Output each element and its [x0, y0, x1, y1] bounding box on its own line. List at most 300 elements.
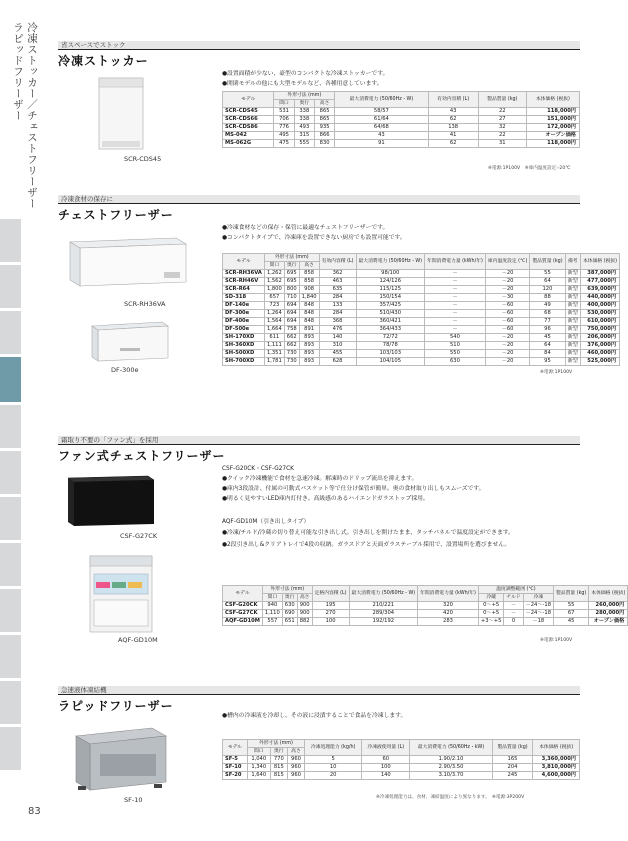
- model-cell: SF-5: [223, 756, 248, 764]
- col-capacity: 定格内容積 (L): [312, 586, 349, 602]
- stocker-bullet: ●開閉モデルの他にも大型モデルなど、各種用意しています。: [222, 81, 383, 87]
- price-cell: 151,000円: [526, 116, 579, 124]
- fan-freezer-image-2: [86, 552, 158, 634]
- table-cell: 1,264: [264, 310, 284, 318]
- table-row: [223, 342, 620, 350]
- model-cell: SCR-CDS86: [223, 124, 274, 132]
- table-cell: 630: [282, 602, 297, 610]
- col-depth: 奥行: [294, 100, 314, 108]
- table-cell: －20: [485, 270, 529, 278]
- model-cell: CSF-G20CK: [223, 602, 263, 610]
- model-cell: SCR-R64: [223, 286, 265, 294]
- chest-image-caption-1: SCR-RH36VA: [124, 300, 166, 308]
- price-cell: 400,000円: [580, 302, 619, 310]
- table-cell: 1,562: [264, 278, 284, 286]
- table-cell: 41: [428, 132, 478, 140]
- table-cell: 284: [319, 294, 356, 302]
- price-cell: 3,810,000円: [533, 764, 580, 772]
- col-width: 間口: [262, 594, 282, 602]
- table-cell: 657: [264, 294, 284, 302]
- table-cell: 935: [314, 124, 334, 132]
- table-cell: 64: [530, 278, 565, 286]
- table-row: [223, 326, 620, 334]
- table-cell: 204: [492, 764, 533, 772]
- table-cell: 84: [530, 350, 565, 358]
- section-title: ラピッドフリーザー: [58, 699, 174, 714]
- table-cell: 5: [305, 756, 362, 764]
- table-row: [223, 124, 580, 132]
- table-cell: －30: [485, 294, 529, 302]
- table-cell: －: [425, 302, 486, 310]
- table-cell: 420: [418, 610, 479, 618]
- model-cell: SCR-RH46V: [223, 278, 265, 286]
- table-cell: 362: [319, 270, 356, 278]
- table-cell: 1,640: [247, 772, 270, 780]
- section-rule: [58, 49, 580, 50]
- table-cell: 730: [284, 358, 299, 366]
- model-cell: SH-360XD: [223, 342, 265, 350]
- table-cell: 865: [314, 108, 334, 116]
- side-title-line-2: ラピッドフリーザー: [12, 22, 24, 121]
- table-cell: 357/425: [356, 302, 425, 310]
- section-chest-header: [58, 195, 580, 223]
- table-cell: －20: [485, 278, 529, 286]
- chest-freezer-image-1: [66, 232, 190, 290]
- chest-spec-table: [222, 253, 620, 366]
- model-cell: MS-042: [223, 132, 274, 140]
- table-cell: 611: [264, 334, 284, 342]
- price-cell: 477,000円: [580, 278, 619, 286]
- table-cell: 695: [284, 278, 299, 286]
- col-price: 本体価格 (税抜): [580, 254, 619, 270]
- table-cell: －20: [485, 286, 529, 294]
- table-cell: 690: [282, 610, 297, 618]
- table-cell: 338: [294, 116, 314, 124]
- table-cell: 新型: [565, 342, 580, 350]
- col-dims: 外形寸法 (mm): [264, 254, 319, 262]
- page-number: 83: [28, 806, 41, 817]
- index-tab: [0, 727, 21, 770]
- table-cell: 315: [294, 132, 314, 140]
- table-cell: 62: [428, 116, 478, 124]
- table-cell: 475: [274, 140, 294, 148]
- fan-group2-title: AQF-GD10M（引き出しタイプ）: [222, 519, 310, 525]
- table-cell: 662: [284, 342, 299, 350]
- table-cell: 58/57: [335, 108, 428, 116]
- table-cell: 124/126: [356, 278, 425, 286]
- table-cell: 95: [530, 358, 565, 366]
- table-cell: 848: [299, 310, 319, 318]
- table-cell: 22: [478, 132, 526, 140]
- fan-group1-bullet: ●明るく見やすいLED庫内灯付き。高級感のあるハイエンドガラストップ採用。: [222, 496, 429, 502]
- table-cell: 555: [294, 140, 314, 148]
- table-cell: 55: [554, 602, 589, 610]
- table-cell: －20: [485, 342, 529, 350]
- table-cell: 635: [319, 286, 356, 294]
- table-cell: 98/100: [356, 270, 425, 278]
- chest-bullet: ●コンパクトタイプで、冷凍庫を設置できない厨房でも設置可能です。: [222, 235, 406, 241]
- fan-group1-bullet: ●庫内3段設計、付属の可動式バスケット等で仕分け保管が簡単。奥の食材取り出しもスムーズです。: [222, 486, 485, 492]
- col-capacity: 有効内容積 (L): [428, 92, 478, 108]
- col-width: 間口: [274, 100, 294, 108]
- col-energy: 年間消費電力量 (kWh/年): [418, 586, 479, 602]
- index-tab: [0, 451, 21, 494]
- table-cell: 848: [299, 302, 319, 310]
- model-cell: SF-10: [223, 764, 248, 772]
- col-depth: 奥行: [282, 594, 297, 602]
- table-cell: 43: [335, 132, 428, 140]
- stocker-rows: [223, 108, 580, 148]
- table-cell: 557: [262, 618, 282, 626]
- table-cell: 695: [284, 270, 299, 278]
- model-cell: AQF-GD10M: [223, 618, 263, 626]
- table-cell: 103/103: [356, 350, 425, 358]
- index-tab: [0, 589, 21, 632]
- table-cell: 88: [530, 294, 565, 302]
- table-cell: 891: [299, 326, 319, 334]
- table-cell: 43: [428, 108, 478, 116]
- section-band: 霜取り不要の「ファン式」を採用: [58, 436, 580, 444]
- table-cell: 78/78: [356, 342, 425, 350]
- table-cell: 96: [530, 326, 565, 334]
- col-price: 本体価格 (税抜): [589, 586, 628, 602]
- table-cell: 138: [428, 124, 478, 132]
- model-cell: CSF-G27CK: [223, 610, 263, 618]
- section-band: 急速液体凍結機: [58, 686, 580, 694]
- table-cell: 31: [478, 140, 526, 148]
- col-temp-freeze: 冷凍: [523, 594, 553, 602]
- table-cell: 100: [312, 618, 349, 626]
- table-row: [223, 132, 580, 140]
- col-liquid: 冷凍液使用量 (L): [362, 740, 410, 756]
- stocker-spec-table: [222, 91, 580, 148]
- table-cell: －24～-18: [523, 610, 553, 618]
- price-cell: 610,000円: [580, 318, 619, 326]
- table-row: [223, 756, 580, 764]
- table-cell: 120: [530, 286, 565, 294]
- index-tab: [0, 681, 21, 724]
- fan-image-caption-2: AQF-GD10M: [118, 636, 158, 644]
- table-cell: －: [504, 602, 523, 610]
- col-dims: 外形寸法 (mm): [247, 740, 304, 748]
- side-title: [10, 22, 38, 209]
- table-cell: 0: [504, 618, 523, 626]
- col-height: 高さ: [299, 262, 319, 270]
- table-cell: 1,564: [264, 318, 284, 326]
- col-weight: 製品質量 (kg): [530, 254, 565, 270]
- table-cell: 1,040: [247, 756, 270, 764]
- price-cell: 376,000円: [580, 342, 619, 350]
- table-cell: 0～+5: [478, 602, 503, 610]
- table-cell: －: [425, 270, 486, 278]
- table-cell: 758: [284, 326, 299, 334]
- fan-group1-title: CSF-G20CK・CSF-G27CK: [222, 466, 294, 472]
- table-cell: 1,111: [264, 342, 284, 350]
- price-cell: 387,000円: [580, 270, 619, 278]
- table-cell: －20: [485, 350, 529, 358]
- col-price: 本体価格 (税抜): [533, 740, 580, 756]
- table-cell: 10: [305, 764, 362, 772]
- table-cell: 150/154: [356, 294, 425, 302]
- table-cell: 858: [299, 278, 319, 286]
- table-cell: 730: [284, 350, 299, 358]
- index-tab: [0, 219, 21, 262]
- table-cell: －: [425, 294, 486, 302]
- table-cell: 694: [284, 302, 299, 310]
- table-cell: 320: [418, 602, 479, 610]
- rapid-spec-table: [222, 739, 580, 780]
- model-cell: DF-300e: [223, 310, 265, 318]
- table-cell: 45: [554, 618, 589, 626]
- chest-rows: [223, 270, 620, 366]
- table-cell: 20: [305, 772, 362, 780]
- index-tab: [0, 311, 21, 354]
- table-cell: 900: [297, 602, 312, 610]
- model-cell: DF-400e: [223, 318, 265, 326]
- table-cell: 192/192: [349, 618, 418, 626]
- table-cell: 165: [492, 756, 533, 764]
- table-row: [223, 294, 620, 302]
- table-cell: －: [425, 326, 486, 334]
- table-cell: 770: [270, 756, 287, 764]
- table-cell: 493: [294, 124, 314, 132]
- model-cell: SCR-CDS66: [223, 116, 274, 124]
- col-height: 高さ: [297, 594, 312, 602]
- fan-group1-bullet: ●クイック冷凍機能で食材を急速冷凍。解凍時のドリップ流出を抑えます。: [222, 476, 418, 482]
- col-height: 高さ: [287, 748, 304, 756]
- table-cell: 新型: [565, 318, 580, 326]
- table-cell: 455: [319, 350, 356, 358]
- table-row: [223, 140, 580, 148]
- stocker-image-caption: SCR-CDS45: [124, 155, 162, 163]
- model-cell: SH-170XD: [223, 334, 265, 342]
- price-cell: オープン価格: [526, 132, 579, 140]
- col-weight: 製品質量 (kg): [554, 586, 589, 602]
- price-cell: 440,000円: [580, 294, 619, 302]
- table-cell: 210/221: [349, 602, 418, 610]
- table-cell: 800: [284, 286, 299, 294]
- table-row: [223, 310, 620, 318]
- table-cell: 510: [425, 342, 486, 350]
- table-cell: －60: [485, 326, 529, 334]
- model-cell: SCR-CDS45: [223, 108, 274, 116]
- model-cell: SD-318: [223, 294, 265, 302]
- table-cell: －24～-18: [523, 602, 553, 610]
- table-cell: 338: [294, 108, 314, 116]
- table-row: [223, 350, 620, 358]
- table-row: [223, 286, 620, 294]
- table-cell: 115/125: [356, 286, 425, 294]
- table-cell: 706: [274, 116, 294, 124]
- col-temp-chilled: チルド: [504, 594, 523, 602]
- table-cell: 61/64: [335, 116, 428, 124]
- table-row: [223, 610, 628, 618]
- table-cell: 新型: [565, 270, 580, 278]
- col-model: モデル: [223, 92, 274, 108]
- table-cell: 32: [478, 124, 526, 132]
- col-weight: 製品質量 (kg): [492, 740, 533, 756]
- table-row: [223, 270, 620, 278]
- table-cell: －: [504, 610, 523, 618]
- section-fan-header: [58, 436, 580, 464]
- table-cell: 1,262: [264, 270, 284, 278]
- table-cell: 289/304: [349, 610, 418, 618]
- fan-group2-bullet: ●冷凍/チルド/冷蔵の切り替え可能な引き出し式。引き出しを開けたまま、タッチパネルで温度設定ができます。: [222, 530, 514, 536]
- table-cell: 630: [425, 358, 486, 366]
- col-height: 高さ: [314, 100, 334, 108]
- table-cell: 55: [530, 270, 565, 278]
- table-cell: 2.90/3.50: [410, 764, 492, 772]
- table-cell: 1,664: [264, 326, 284, 334]
- col-depth: 奥行: [284, 262, 299, 270]
- table-cell: －20: [485, 334, 529, 342]
- index-tab-active: [0, 357, 21, 402]
- table-cell: 27: [478, 116, 526, 124]
- table-cell: 72/72: [356, 334, 425, 342]
- table-cell: －60: [485, 310, 529, 318]
- col-power: 最大消費電力 (50/60Hz・W): [356, 254, 425, 270]
- table-row: [223, 108, 580, 116]
- side-index-tabs: [0, 219, 21, 773]
- fan-image-caption-1: CSF-G27CK: [120, 532, 158, 540]
- price-cell: 639,000円: [580, 286, 619, 294]
- index-tab: [0, 635, 21, 678]
- table-cell: －60: [485, 302, 529, 310]
- table-cell: 960: [287, 756, 304, 764]
- col-energy: 年間消費電力量 (kWh/年): [425, 254, 486, 270]
- table-cell: 893: [299, 334, 319, 342]
- rapid-freezer-image: [70, 720, 170, 792]
- col-width: 間口: [264, 262, 284, 270]
- table-cell: 360/421: [356, 318, 425, 326]
- col-power: 最大消費電力 (50/60Hz・W): [335, 92, 428, 108]
- table-cell: 893: [299, 342, 319, 350]
- table-cell: 新型: [565, 286, 580, 294]
- section-rule: [58, 694, 580, 695]
- table-cell: 270: [312, 610, 349, 618]
- table-cell: 新型: [565, 334, 580, 342]
- col-power: 最大消費電力 (50/60Hz・kW): [410, 740, 492, 756]
- col-width: 間口: [247, 748, 270, 756]
- model-cell: SF-20: [223, 772, 248, 780]
- col-temp: 庫内温度設定 (℃): [485, 254, 529, 270]
- table-cell: 900: [297, 610, 312, 618]
- table-cell: 882: [297, 618, 312, 626]
- table-cell: 3.10/3.70: [410, 772, 492, 780]
- section-band: 省スペースでストック: [58, 41, 580, 49]
- table-cell: 368: [319, 318, 356, 326]
- model-cell: MS-062G: [223, 140, 274, 148]
- chest-image-caption-2: DF-300e: [111, 366, 139, 374]
- table-cell: 104/105: [356, 358, 425, 366]
- table-cell: 60: [362, 756, 410, 764]
- table-cell: 960: [287, 772, 304, 780]
- table-cell: －60: [485, 318, 529, 326]
- fan-rows: [223, 602, 628, 626]
- table-cell: 140: [362, 772, 410, 780]
- table-cell: －20: [485, 358, 529, 366]
- index-tab: [0, 497, 21, 540]
- table-cell: 新型: [565, 350, 580, 358]
- table-cell: 新型: [565, 326, 580, 334]
- table-cell: 64/68: [335, 124, 428, 132]
- col-model: モデル: [223, 740, 248, 756]
- stocker-note: ※電源:1P100V ※庫内温度設定:-20℃: [488, 166, 571, 171]
- section-title: チェストフリーザー: [58, 208, 174, 223]
- table-cell: －: [425, 278, 486, 286]
- table-cell: 1,351: [264, 350, 284, 358]
- table-cell: 91: [335, 140, 428, 148]
- table-cell: 64: [530, 342, 565, 350]
- table-cell: 893: [299, 358, 319, 366]
- table-cell: 1,800: [264, 286, 284, 294]
- table-cell: 1,340: [247, 764, 270, 772]
- rapid-image-caption: SF-10: [124, 796, 143, 804]
- col-depth: 奥行: [270, 748, 287, 756]
- table-cell: 893: [299, 350, 319, 358]
- table-cell: 新型: [565, 302, 580, 310]
- table-cell: 723: [264, 302, 284, 310]
- col-model: モデル: [223, 254, 265, 270]
- stocker-product-image: [98, 76, 144, 150]
- table-row: [223, 302, 620, 310]
- table-cell: 476: [319, 326, 356, 334]
- table-cell: 1,110: [262, 610, 282, 618]
- table-row: [223, 116, 580, 124]
- price-cell: オープン価格: [589, 618, 628, 626]
- table-cell: 940: [262, 602, 282, 610]
- table-cell: 1,840: [299, 294, 319, 302]
- table-cell: －: [425, 318, 486, 326]
- chest-bullet: ●冷凍食材などの保存・保管に最適なチェストフリーザーです。: [222, 225, 389, 231]
- table-cell: 531: [274, 108, 294, 116]
- table-cell: 866: [314, 132, 334, 140]
- table-cell: 22: [478, 108, 526, 116]
- table-row: [223, 318, 620, 326]
- price-cell: 172,000円: [526, 124, 579, 132]
- table-cell: 195: [312, 602, 349, 610]
- table-cell: 49: [530, 302, 565, 310]
- price-cell: 750,000円: [580, 326, 619, 334]
- fan-group2-bullet: ●2段引き出し&クリアトレイで4段の収納。ガラスドアと天面ガラステーブル採用で、設置場所を選びません。: [222, 542, 511, 548]
- col-model: モデル: [223, 586, 263, 602]
- table-cell: 815: [270, 772, 287, 780]
- col-capacity: 冷凍処理能力 (kg/h): [305, 740, 362, 756]
- table-cell: 1,781: [264, 358, 284, 366]
- table-cell: 67: [554, 610, 589, 618]
- table-cell: 283: [418, 618, 479, 626]
- price-cell: 4,600,000円: [533, 772, 580, 780]
- price-cell: 280,000円: [589, 610, 628, 618]
- model-cell: DF-500e: [223, 326, 265, 334]
- col-power: 最大消費電力 (50/60Hz・W): [349, 586, 418, 602]
- col-weight: 製品質量 (kg): [478, 92, 526, 108]
- table-cell: 新型: [565, 310, 580, 318]
- table-row: [223, 358, 620, 366]
- table-cell: 830: [314, 140, 334, 148]
- table-cell: 0～+5: [478, 610, 503, 618]
- section-rule: [58, 203, 580, 204]
- fan-note: ※電源:1P100V: [540, 638, 573, 643]
- fan-freezer-image-1: [66, 472, 156, 528]
- table-cell: 960: [287, 764, 304, 772]
- table-cell: 新型: [565, 294, 580, 302]
- table-cell: 133: [319, 302, 356, 310]
- chest-note: ※電源:1P100V: [540, 370, 573, 375]
- table-cell: 858: [299, 270, 319, 278]
- col-capacity: 有効内容積 (L): [319, 254, 356, 270]
- rapid-note: ※冷凍処理能力は、食材、凍結温度により異なります。 ※電源:3P200V: [376, 795, 525, 800]
